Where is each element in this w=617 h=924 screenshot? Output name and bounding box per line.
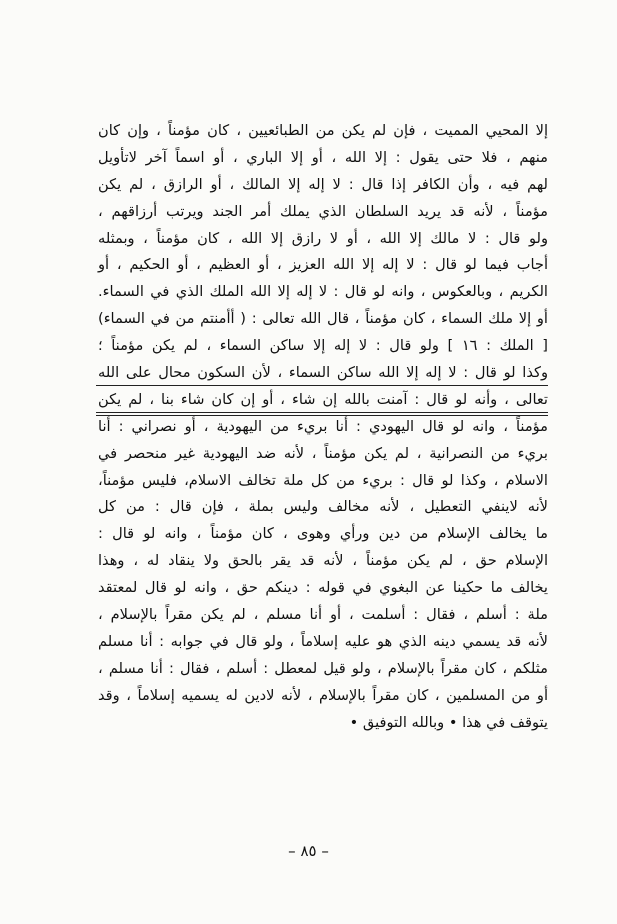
text-line: لأنه لاينفي التعطيل ، لأنه مخالف وليس بملة ، فإن قال : من كل bbox=[98, 498, 548, 516]
text-line: وكذا لو قال : لا إله إلا الله ساكن السماء ، لأن السكون محال على الله bbox=[98, 364, 548, 382]
text-line: الاسلام ، وكذا لو قال : بريء من كل ملة تخالف الاسلام، فليس مؤمناً، bbox=[98, 471, 548, 489]
underline bbox=[96, 415, 548, 416]
text-line: [ الملك : ١٦ ] ولو قال : لا إله إلا ساكن السماء ، لم يكن مؤمناً ؛ bbox=[98, 337, 548, 355]
text-line: أجاب فيما لو قال : لا إله إلا الله العزيز ، أو العظيم ، أو الحكيم ، أو bbox=[98, 256, 548, 274]
page-number: – ٨٥ – bbox=[288, 842, 329, 860]
text-line: ملة : أسلم ، فقال : أسلمت ، أو أنا مسلم ، لم يكن مقراً بالإسلام ، bbox=[98, 606, 548, 624]
text-line: لهم فيه ، وأن الكافر إذا قال : لا إله إلا المالك ، أو الرازق ، لم يكن bbox=[98, 175, 548, 193]
text-line: أو إلا ملك السماء ، كان مؤمناً ، قال الله تعالى : ( أأمنتم من في السماء) bbox=[98, 310, 548, 328]
text-line: منهم ، فلا حتى يقول : إلا الله ، أو إلا الباري ، أو اسماً آخر لاتأويل bbox=[98, 148, 548, 166]
text-line: بريء من النصرانية ، لم يكن مؤمناً ، لأنه ضد اليهودية غير منحصر في bbox=[98, 444, 548, 462]
text-line: تعالى ، وأنه لو قال : آمنت بالله إن شاء ، أو إن كان شاء بنا ، لم يكن bbox=[98, 390, 548, 408]
text-line: إلا المحيي المميت ، فإن لم يكن من الطبائعيين ، كان مؤمناً ، وإن كان bbox=[98, 122, 548, 139]
text-line: ما يخالف الإسلام من دين ورأي وهوى ، كان مؤمناً ، وانه لو قال : bbox=[98, 525, 548, 543]
text-line: لأنه قد يسمي دينه الذي هو عليه إسلاماً ، ولو قال في جوابه : أنا مسلم bbox=[98, 632, 548, 650]
text-line: مؤمناً ، وانه لو قال اليهودي : أنا بريء من اليهودية ، أو نصراني : أنا bbox=[98, 417, 548, 435]
page-body bbox=[98, 118, 548, 736]
text-line: أو من المسلمين ، كان مقراً بالإسلام ، لأنه لادين له يسميه إسلاماً ، وقد bbox=[98, 686, 548, 704]
text-line: مثلكم ، كان مقراً بالإسلام ، ولو قيل لمعطل : أسلم ، فقال : أنا مسلم ، bbox=[98, 659, 548, 677]
text-line: الإسلام حق ، لم يكن مؤمناً ، لأنه قد يقر بالحق ولا ينقاد له ، وهذا bbox=[98, 552, 548, 570]
underline bbox=[96, 412, 548, 413]
text-line: ولو قال : لا مالك إلا الله ، أو لا رازق إلا الله ، كان مؤمناً ، وبمثله bbox=[98, 229, 548, 247]
text-line: مؤمناً ، لأنه قد يريد السلطان الذي يملك أمر الجند ويرتب أرزاقهم ، bbox=[98, 202, 548, 220]
text-line-last: يتوقف في هذا • وبالله التوفيق • bbox=[349, 713, 548, 731]
text-line: يخالف ما حكينا عن البغوي في قوله : دينكم حق ، وانه لو قال لمعتقد bbox=[98, 579, 548, 597]
underline bbox=[96, 385, 548, 386]
text-line: الكريم ، وبالعكوس ، وانه لو قال : لا إله إلا الله الملك الذي في السماء. bbox=[98, 283, 548, 301]
